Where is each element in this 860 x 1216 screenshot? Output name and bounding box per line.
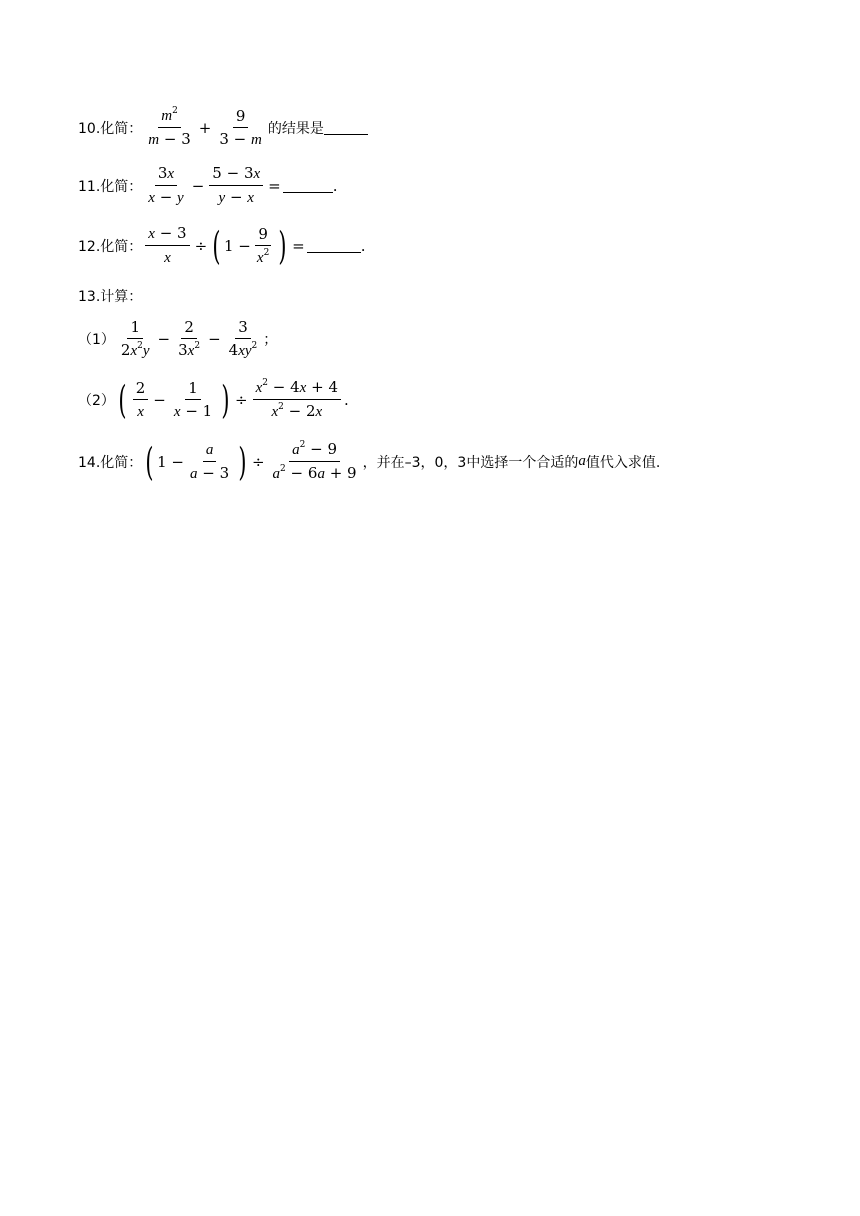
- problem-12-label: 12.化简：: [78, 238, 143, 255]
- period: .: [360, 236, 366, 255]
- fraction-a-over-a-3: $\frac{a}{a - 3}$: [189, 442, 230, 482]
- period: .: [344, 390, 349, 409]
- problem-14-tail-3: 值代入求值.: [585, 454, 661, 471]
- equals-sign: =: [292, 236, 305, 255]
- fraction-x-3-over-x: $\frac{x - 3}{x}$: [145, 224, 189, 267]
- semicolon: ；: [263, 332, 278, 348]
- fraction-5-3x-over-y-x: $\frac{5 - 3x}{y - x}$: [209, 164, 263, 207]
- equals-sign: =: [268, 176, 281, 195]
- fraction-m2-over-m-3: $\frac{m^2}{m - 3}$: [148, 106, 191, 148]
- part-2-label: （2）: [78, 392, 115, 409]
- problem-10: 10.化简： $\frac{m^2}{m - 3}$ + $\frac{9}{3 - m}$ 的结果是: [78, 106, 368, 149]
- problem-13-part-2: （2） ( $\frac{2}{x}$ − $\frac{1}{x - 1}$ ) ÷ $\frac{x^2 - 4x + 4}{x^2 - 2x}$ .: [78, 377, 349, 422]
- fraction-9-over-3-m: $\frac{9}{3 - m}$: [219, 106, 262, 148]
- problem-10-label: 10.化简：: [78, 120, 143, 137]
- answer-blank[interactable]: [307, 238, 361, 253]
- problem-12: 12.化简： $\frac{x - 3}{x}$ ÷ ( 1 − $\frac{9}{x^2}$ ) = .: [78, 223, 366, 268]
- problem-13-part-1: （1） $\frac{1}{2x^2y}$ − $\frac{2}{3x^2}$ − $\frac{3}{4xy^2}$ ；: [78, 318, 278, 359]
- part-1-label: （1）: [78, 332, 115, 348]
- problem-14-tail-1: ，并在: [362, 454, 405, 471]
- problem-14-label: 14.化简：: [78, 454, 143, 471]
- problem-11: 11.化简： $\frac{3x}{x - y}$ − $\frac{5 - 3x}{y - x}$ = .: [78, 164, 338, 206]
- problem-13: [78, 286, 142, 306]
- fraction-9-over-x2: $\frac{9}{x^2}$: [256, 224, 270, 266]
- fraction-2-over-x: $\frac{2}{x}$: [133, 379, 149, 421]
- fraction-a2-9-over-a2-6a-9: $\frac{a^2 - 9}{a^2 - 6a + 9}$: [272, 440, 357, 482]
- fraction-3x-over-x-y: $\frac{3x}{x - y}$: [148, 164, 184, 206]
- variable-a: a: [578, 453, 586, 469]
- problem-14-tail-2: 中选择一个合适的: [466, 454, 579, 471]
- candidate-values: –3，0，3: [404, 454, 467, 471]
- fraction-1-over-x-1: $\frac{1}{x - 1}$: [173, 378, 213, 420]
- problem-13-label: 13.计算：: [78, 289, 143, 305]
- problem-14: 14.化简： ( 1 − $\frac{a}{a - 3}$ ) ÷ $\frac{a^2 - 9}{a^2 - 6a + 9}$ ，并在 –3，0，3 中选择一个合适的 a 值代入求值.: [78, 439, 661, 484]
- period: .: [332, 176, 338, 195]
- problem-11-label: 11.化简：: [78, 178, 143, 195]
- problem-10-suffix: 的结果是: [267, 120, 324, 137]
- answer-blank[interactable]: [283, 178, 333, 193]
- fraction-x2-4x-4-over-x2-2x: $\frac{x^2 - 4x + 4}{x^2 - 2x}$: [253, 378, 341, 421]
- fraction-2-over-3x2: $\frac{2}{3x^2}$: [178, 318, 201, 359]
- fraction-1-over-2x2y: $\frac{1}{2x^2y}$: [120, 318, 150, 359]
- fraction-3-over-4xy2: $\frac{3}{4xy^2}$: [228, 318, 258, 359]
- answer-blank[interactable]: [324, 120, 368, 135]
